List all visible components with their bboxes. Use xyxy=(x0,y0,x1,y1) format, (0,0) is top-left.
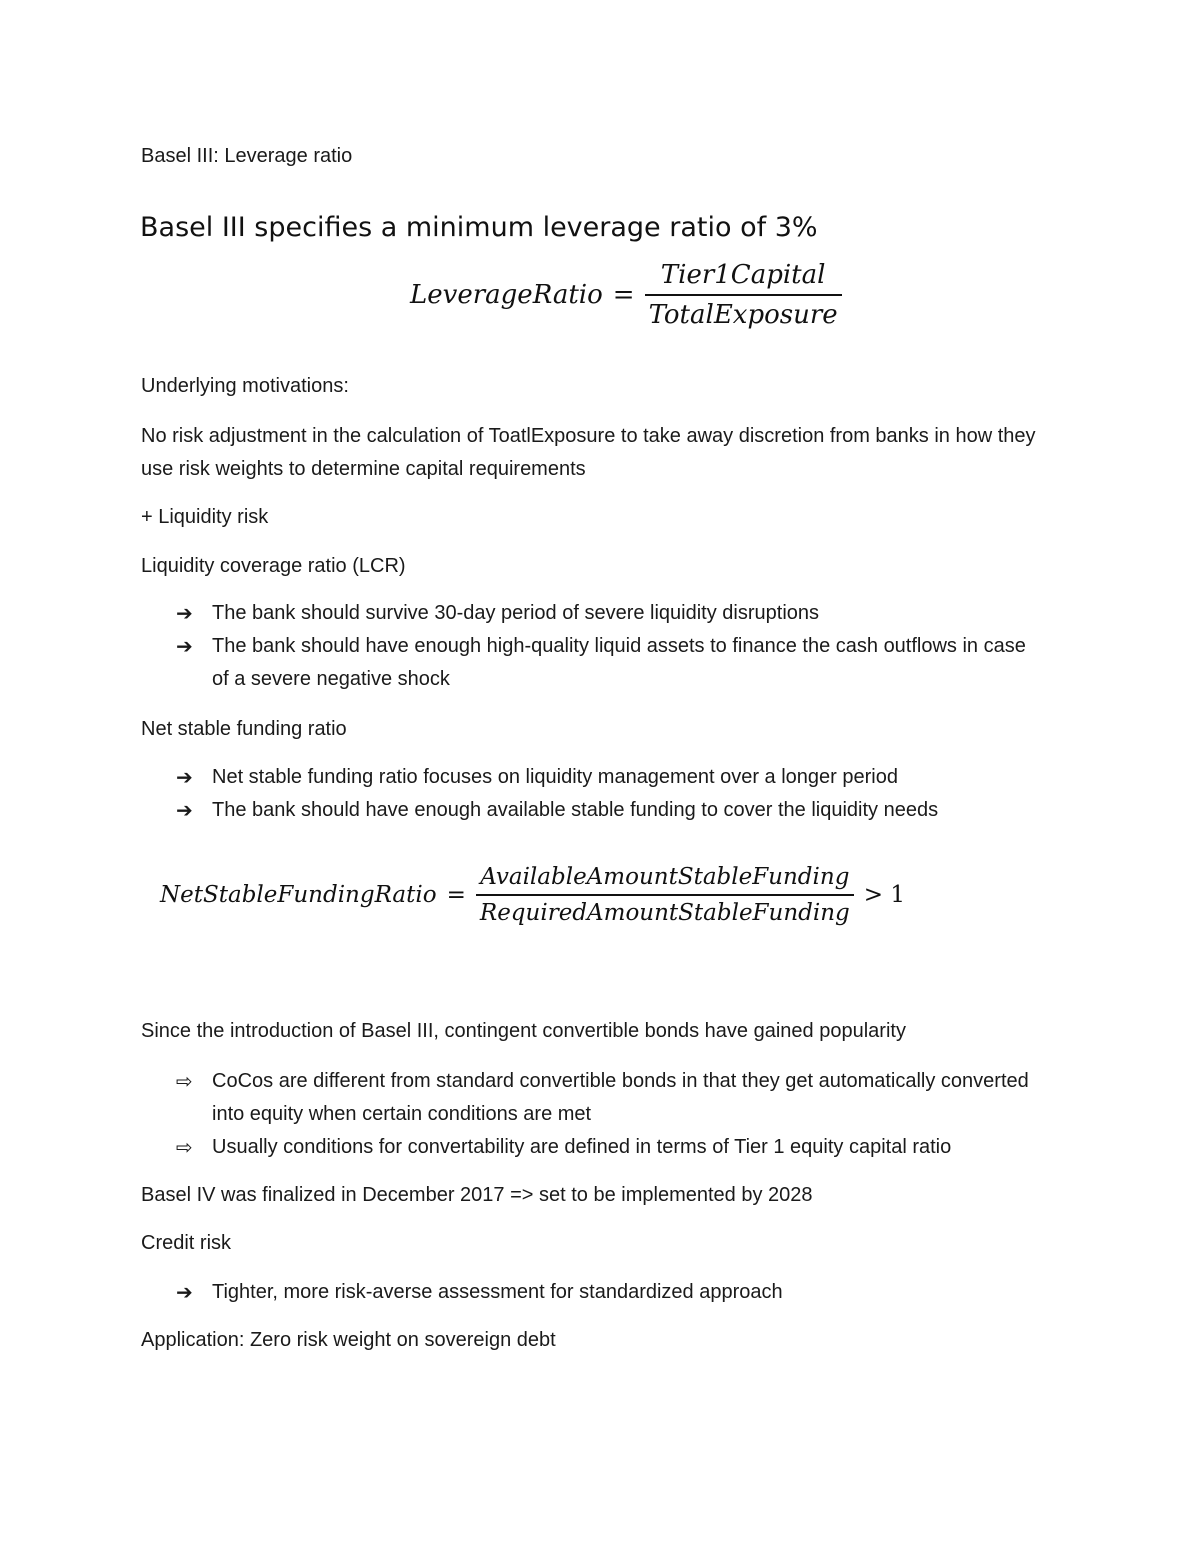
formula-equals: = xyxy=(612,280,635,310)
liquidity-risk-label: + Liquidity risk xyxy=(141,506,269,528)
list-item-text: Net stable funding ratio focuses on liquidity management over a longer period xyxy=(212,766,898,788)
formula-denominator: TotalExposure xyxy=(648,300,838,330)
page-title: Basel III: Leverage ratio xyxy=(141,145,353,167)
hollow-arrow-right-icon: ⇨ xyxy=(176,1135,193,1159)
lcr-label: Liquidity coverage ratio (LCR) xyxy=(141,555,406,577)
motivation-text: No risk adjustment in the calculation of ToatlExposure to take away discretion from banks in how they use risk weights to determine capital requirements xyxy=(141,425,1036,480)
formula-equals: = xyxy=(446,882,466,908)
list-item xyxy=(176,1131,1042,1164)
formula-numerator: Tier1Capital xyxy=(660,260,826,290)
formula-lhs: NetStableFundingRatio xyxy=(160,882,437,908)
formula-denominator: RequiredAmountStableFunding xyxy=(479,900,850,926)
list-item xyxy=(176,1065,1042,1131)
nsfr-bullet-list xyxy=(176,761,1042,827)
arrow-right-icon: ➔ xyxy=(176,634,193,658)
credit-risk-label: Credit risk xyxy=(141,1232,232,1254)
cocos-bullet-list xyxy=(176,1065,1042,1164)
list-item xyxy=(176,761,1042,794)
leverage-heading: Basel III specifies a minimum leverage ratio of 3% xyxy=(140,212,818,243)
list-item-text: Tighter, more risk-averse assessment for standardized approach xyxy=(212,1281,783,1303)
list-item-text: The bank should have enough available stable funding to cover the liquidity needs xyxy=(212,799,939,821)
formula-greater-than: > 1 xyxy=(863,882,905,908)
credit-bullet-list xyxy=(176,1276,1042,1309)
fraction-bar xyxy=(476,894,854,896)
hollow-arrow-right-icon: ⇨ xyxy=(176,1069,193,1093)
list-item xyxy=(176,630,1042,696)
nsfr-formula xyxy=(160,864,915,926)
formula-lhs: LeverageRatio xyxy=(410,280,603,310)
list-item-text: Usually conditions for convertability are defined in terms of Tier 1 equity capital ratio xyxy=(212,1136,952,1158)
motivations-label: Underlying motivations: xyxy=(141,375,349,397)
list-item xyxy=(176,1276,1042,1309)
arrow-right-icon: ➔ xyxy=(176,765,193,789)
leverage-formula xyxy=(410,260,842,330)
list-item-text: CoCos are different from standard convertible bonds in that they get automatically converted into equity when certain conditions are met xyxy=(212,1070,1029,1125)
arrow-right-icon: ➔ xyxy=(176,601,193,625)
arrow-right-icon: ➔ xyxy=(176,1280,193,1304)
list-item xyxy=(176,597,1042,630)
cocos-intro: Since the introduction of Basel III, contingent convertible bonds have gained popularity xyxy=(141,1020,906,1042)
formula-numerator: AvailableAmountStableFunding xyxy=(480,864,850,890)
list-item-text: The bank should survive 30-day period of severe liquidity disruptions xyxy=(212,602,820,624)
formula-fraction xyxy=(476,864,854,926)
basel-iv-text: Basel IV was finalized in December 2017 => set to be implemented by 2028 xyxy=(141,1184,813,1206)
formula-fraction xyxy=(645,260,842,330)
nsfr-label: Net stable funding ratio xyxy=(141,718,347,740)
arrow-right-icon: ➔ xyxy=(176,798,193,822)
lcr-bullet-list xyxy=(176,597,1042,696)
list-item-text: The bank should have enough high-quality liquid assets to finance the cash outflows in case of a severe negative shock xyxy=(212,635,1026,690)
application-text: Application: Zero risk weight on sovereign debt xyxy=(141,1329,556,1351)
list-item xyxy=(176,794,1042,827)
fraction-bar xyxy=(645,294,842,296)
